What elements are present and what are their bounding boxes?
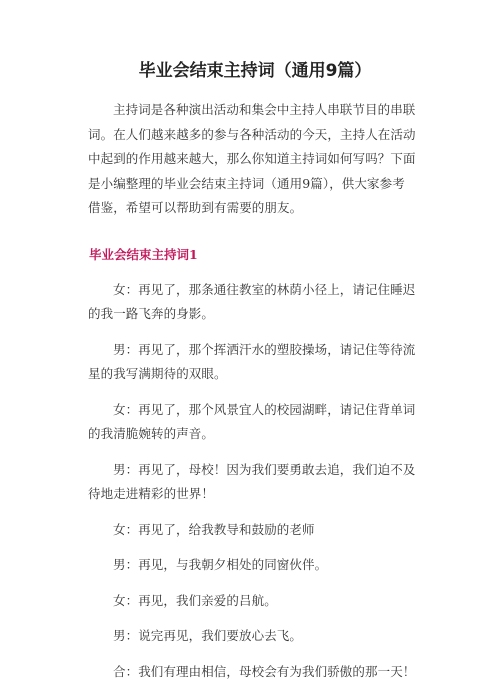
dialogue-line: 合：我们有理由相信，母校会有为我们骄傲的那一天！ xyxy=(88,660,416,684)
dialogue-line: 男：再见，与我朝夕相处的同窗伙伴。 xyxy=(88,553,416,578)
dialogue-line: 男：说完再见，我们要放心去飞。 xyxy=(88,624,416,649)
intro-paragraph: 主持词是各种演出活动和集会中主持人串联节目的串联词。在人们越来越多的参与各种活动的今天，主持人在活动中起到的作用越来越大，那么你知道主持词如何写吗？下面是小编整理的毕业会结束主持词（通用9篇），供大家参考借鉴，希望可以帮助到有需要的朋友。 xyxy=(88,98,416,221)
section-title: 毕业会结束主持词1 xyxy=(89,245,416,265)
document-title: 毕业会结束主持词（通用9篇） xyxy=(89,60,416,82)
dialogue-line: 女：再见，我们亲爱的吕航。 xyxy=(88,589,416,614)
dialogue-line: 女：再见了，那条通往教室的林荫小径上，请记住睡迟的我一路飞奔的身影。 xyxy=(88,278,416,327)
dialogue-line: 女：再见了，给我教导和鼓励的老师 xyxy=(88,518,416,543)
dialogue-line: 女：再见了，那个风景宜人的校园湖畔，请记住背单词的我清脆婉转的声音。 xyxy=(88,398,416,447)
dialogue-line: 男：再见了，母校！因为我们要勇敢去追，我们迫不及待地走进精彩的世界！ xyxy=(88,458,416,507)
dialogue-line: 男：再见了，那个挥洒汗水的塑胶操场，请记住等待流星的我写满期待的双眼。 xyxy=(88,338,416,387)
